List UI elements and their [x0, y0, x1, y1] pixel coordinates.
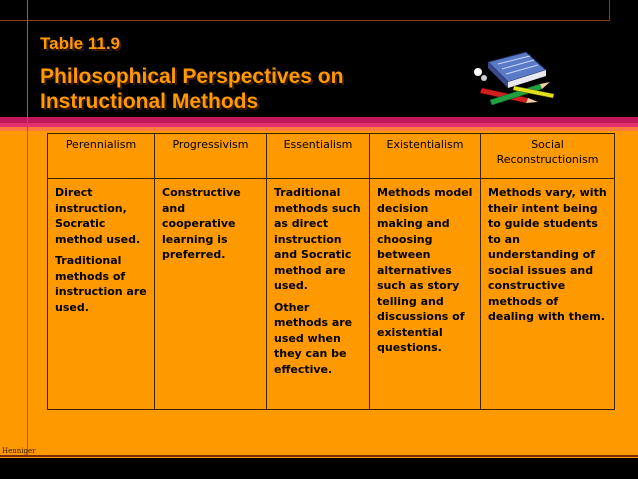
- footer-band: [0, 458, 638, 479]
- column-header-progressivism: Progressivism: [155, 134, 267, 179]
- footer-author: Henniger: [2, 447, 36, 455]
- header-rule: [0, 20, 610, 21]
- footer-rule: [0, 455, 638, 457]
- cell-text: Constructive and cooperative learning is preferred.: [162, 186, 241, 261]
- column-header-perennialism: Perennialism: [48, 134, 155, 179]
- column-header-essentialism: Essentialism: [267, 134, 370, 179]
- cell-text: Methods model decision making and choosing between alternatives such as story telling and discussions of existential questions.: [377, 186, 473, 354]
- cell-text: Other methods are used when they can be effective.: [274, 300, 353, 376]
- slide-title-line-1: Philosophical Perspectives on: [40, 65, 344, 88]
- cell-progressivism: [155, 179, 267, 410]
- perspectives-table: [47, 133, 615, 410]
- slide-title: [40, 64, 400, 114]
- table-header-row: [48, 134, 615, 179]
- cell-text: Traditional methods of instruction are used.: [55, 254, 147, 314]
- cell-social-reconstructionism: [481, 179, 615, 410]
- column-header-social-reconstructionism: Social Reconstructionism: [481, 134, 615, 179]
- book-pencils-icon: [468, 48, 560, 110]
- cell-text: Methods vary, with their intent being to guide students to an understanding of social issues and constructive methods of dealing with them.: [488, 186, 607, 323]
- slide-title-line-2: Instructional Methods: [40, 90, 259, 113]
- cell-text: Direct instruction, Socratic method used.: [55, 186, 141, 246]
- table-label: Table 11.9: [40, 34, 121, 53]
- column-header-existentialism: Existentialism: [370, 134, 481, 179]
- cell-text: Traditional methods such as direct instruction and Socratic method are used.: [274, 186, 361, 292]
- cell-essentialism: [267, 179, 370, 410]
- table-row: [48, 179, 615, 410]
- cell-existentialism: [370, 179, 481, 410]
- cell-perennialism: [48, 179, 155, 410]
- margin-rule: [27, 0, 28, 455]
- header-rule-tick: [609, 0, 610, 20]
- accent-stripe: [0, 127, 638, 131]
